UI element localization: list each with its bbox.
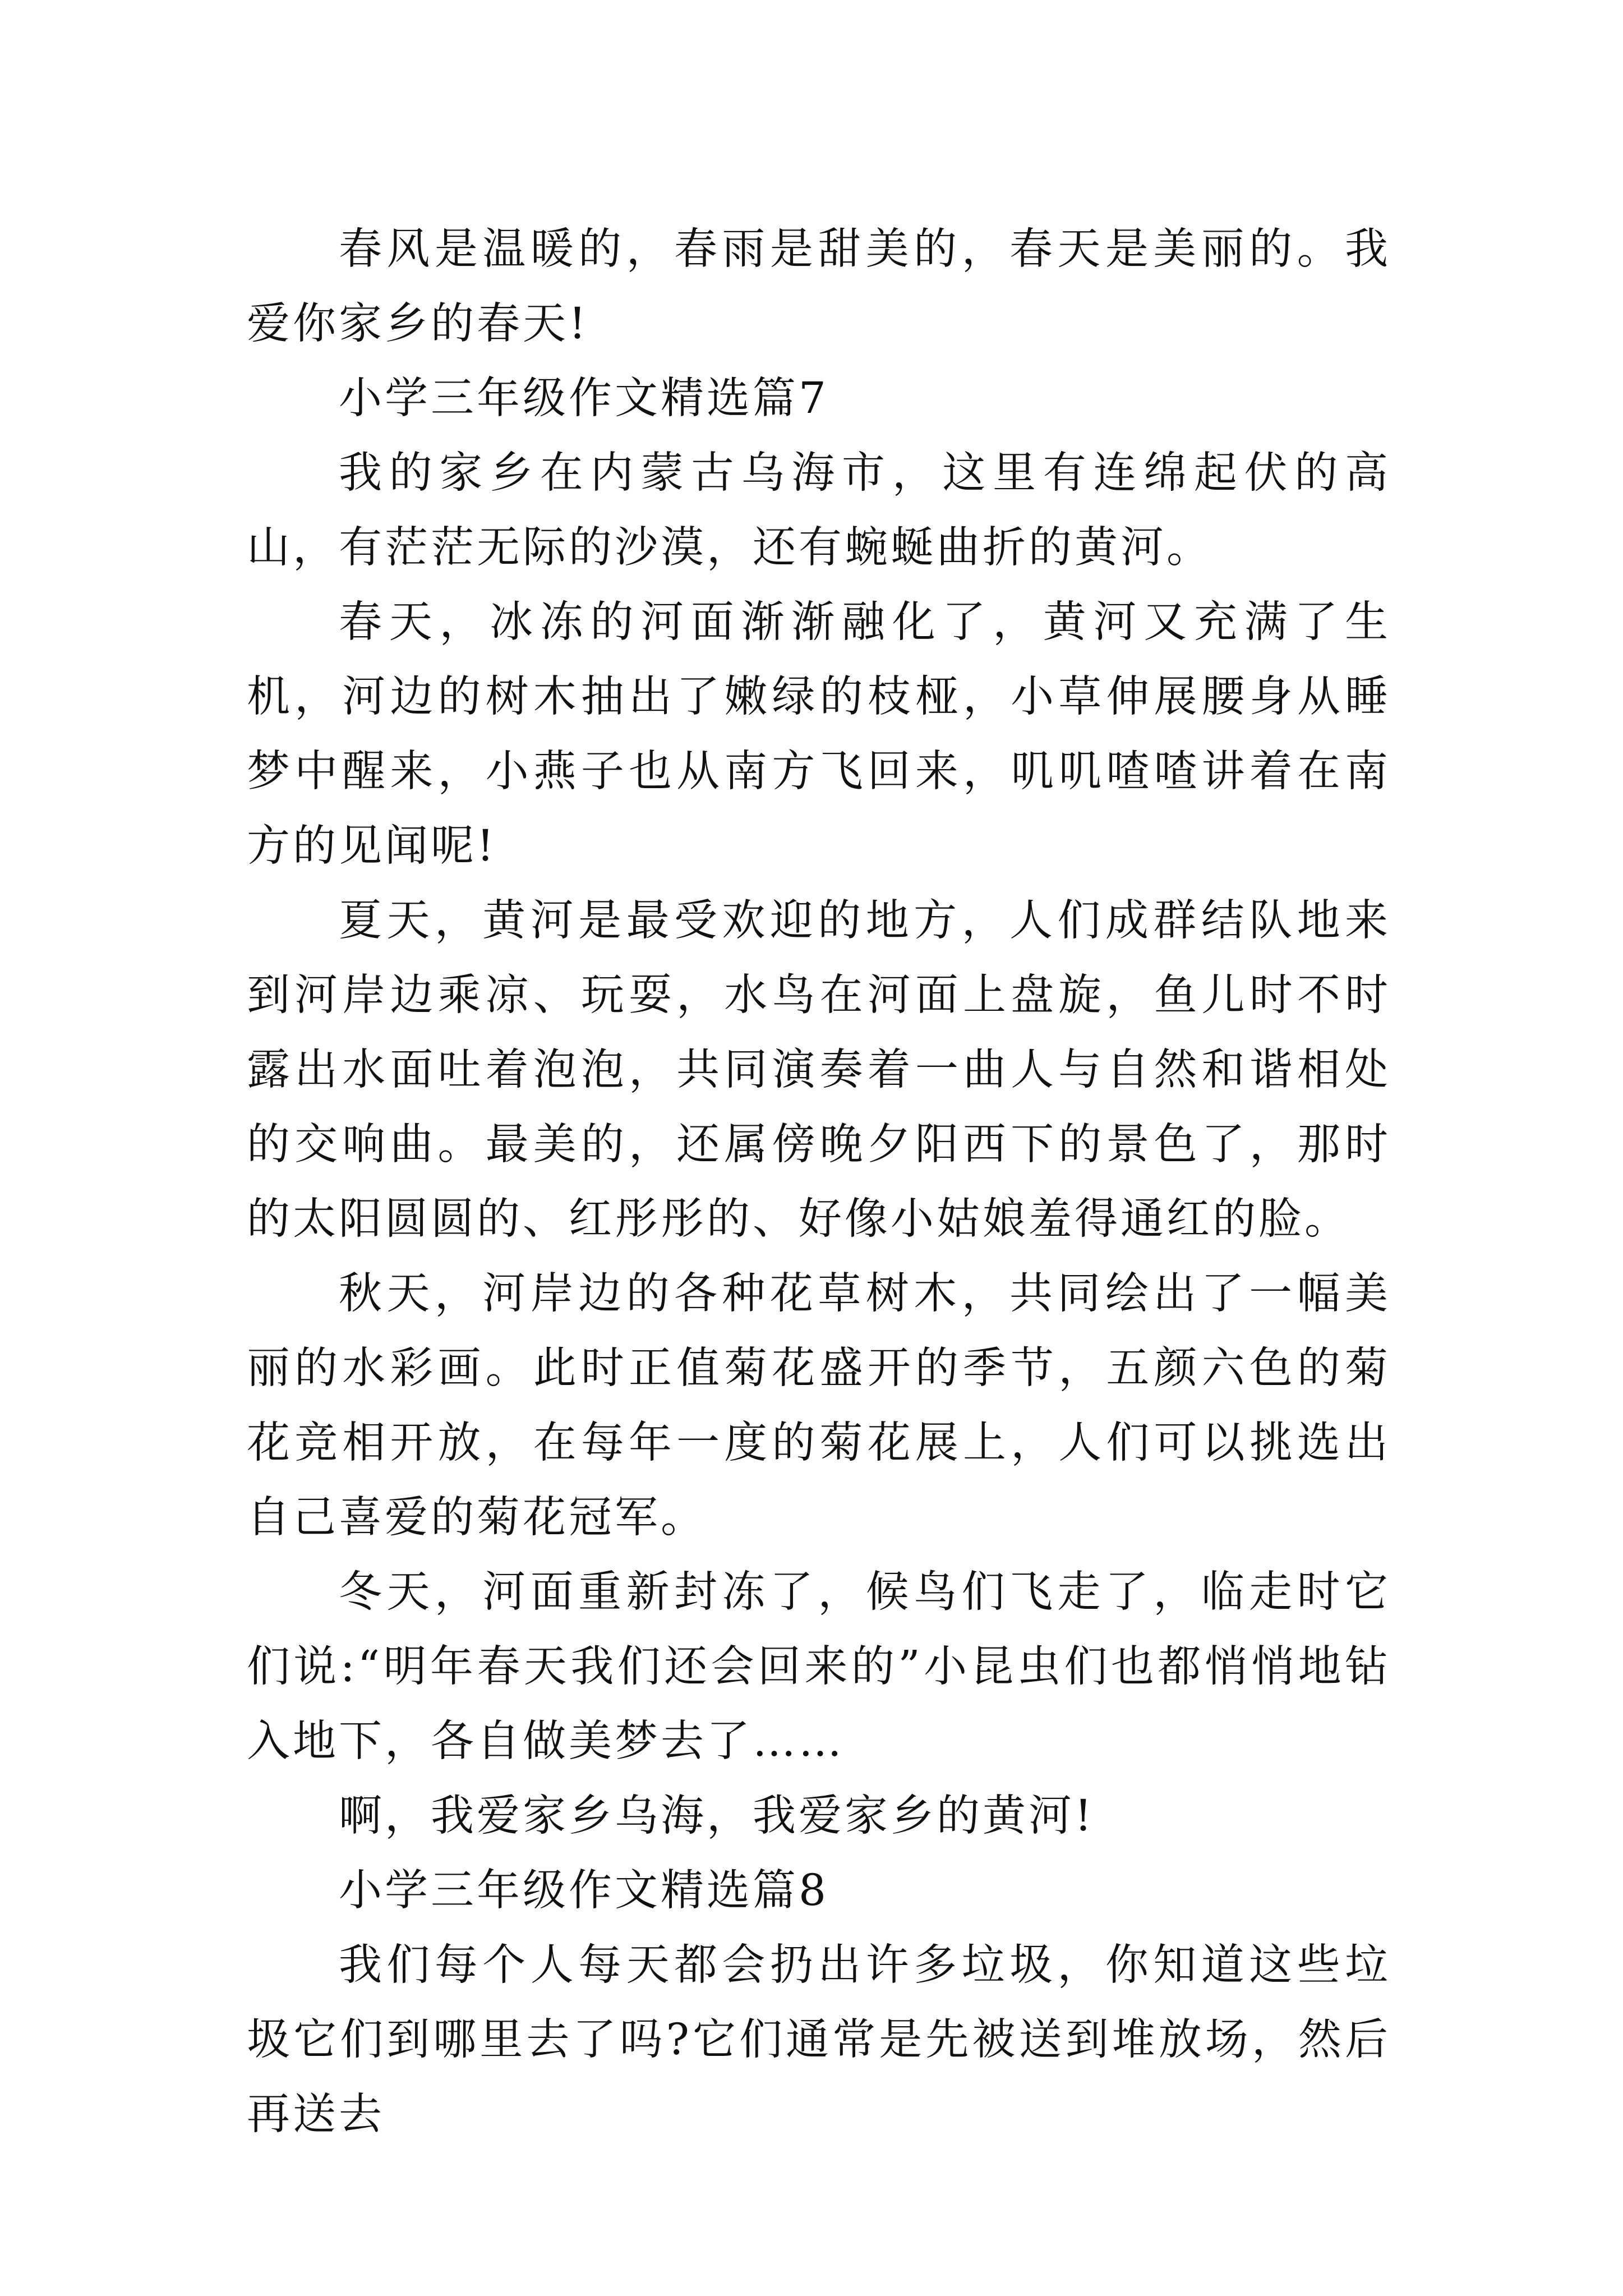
paragraph-autumn: 秋天，河岸边的各种花草树木，共同绘出了一幅美丽的水彩画。此时正值菊花盛开的季节，五颜六色的菊花竞相开放，在每年一度的菊花展上，人们可以挑选出自己喜爱的菊花冠军。 [247,1269,1391,1543]
paragraph-hometown-intro: 我的家乡在内蒙古乌海市，这里有连绵起伏的高山，有茫茫无际的沙漠，还有蜿蜒曲折的黄河。 [247,448,1391,573]
paragraph-winter: 冬天，河面重新封冻了，候鸟们飞走了，临走时它们说:“明年春天我们还会回来的”小昆虫们也都悄悄地钻入地下，各自做美梦去了…… [247,1567,1391,1766]
document-body [247,212,1391,2152]
paragraph-garbage-intro: 我们每个人每天都会扔出许多垃圾，你知道这些垃圾它们到哪里去了吗?它们通常是先被送到堆放场，然后再送去 [247,1940,1391,2139]
section-heading-8: 小学三年级作文精选篇8 [339,1866,829,1916]
paragraph-spring-summary: 春风是温暖的，春雨是甜美的，春天是美丽的。我爱你家乡的春天! [247,224,1391,349]
paragraph-conclusion: 啊，我爱家乡乌海，我爱家乡的黄河! [339,1791,1095,1841]
section-heading-7: 小学三年级作文精选篇7 [339,374,829,424]
paragraph-spring: 春天，冰冻的河面渐渐融化了，黄河又充满了生机，河边的树木抽出了嫩绿的枝桠，小草伸展腰身从睡梦中醒来，小燕子也从南方飞回来，叽叽喳喳讲着在南方的见闻呢! [247,597,1391,871]
paragraph-summer: 夏天，黄河是最受欢迎的地方，人们成群结队地来到河岸边乘凉、玩耍，水鸟在河面上盘旋，鱼儿时不时露出水面吐着泡泡，共同演奏着一曲人与自然和谐相处的交响曲。最美的，还属傍晚夕阳西下的景色了，那时的太阳圆圆的、红彤彤的、好像小姑娘羞得通红的脸。 [247,896,1391,1244]
